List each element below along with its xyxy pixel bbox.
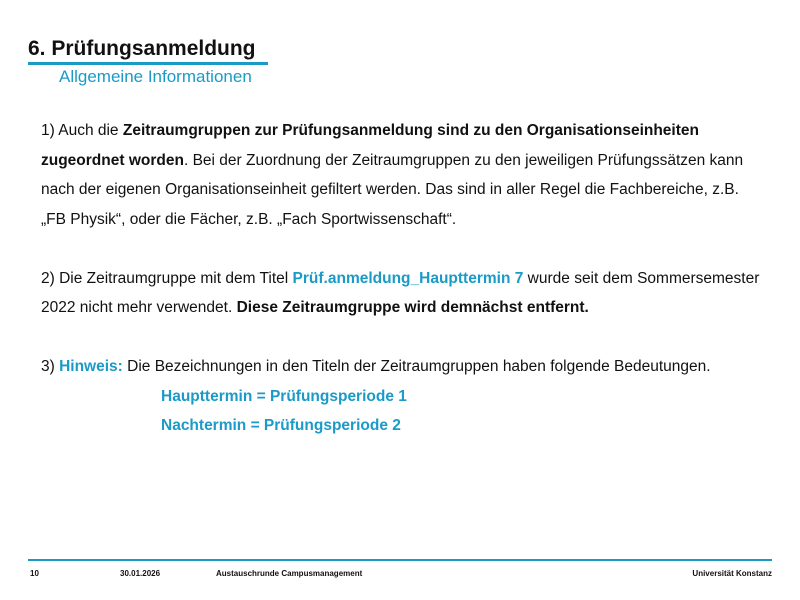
spacer bbox=[41, 323, 761, 353]
slide-body bbox=[41, 116, 761, 441]
footer-divider bbox=[28, 559, 772, 561]
definition-nachtermin: Nachtermin = Prüfungsperiode 2 bbox=[161, 417, 401, 434]
point-1-prefix: 1) Auch die bbox=[41, 122, 123, 139]
point-3-label: Hinweis: bbox=[59, 358, 123, 375]
definition-haupttermin: Haupttermin = Prüfungsperiode 1 bbox=[161, 387, 407, 405]
footer-page-number: 10 bbox=[30, 569, 39, 578]
footer-organization: Universität Konstanz bbox=[692, 569, 772, 578]
point-1-bold: Zeitraumgruppen zur Prüfungsanmeldung sind zu den Organisationseinheiten zugeordnet worden bbox=[41, 122, 699, 169]
slide-title: 6. Prüfungsanmeldung bbox=[28, 37, 256, 60]
spacer bbox=[41, 234, 761, 264]
footer-date: 30.01.2026 bbox=[120, 569, 161, 578]
point-3-prefix: 3) bbox=[41, 358, 60, 375]
point-3-rest: Die Bezeichnungen in den Titeln der Zeitraumgruppen haben folgende Bedeutungen. bbox=[122, 358, 711, 375]
point-1-rest: . Bei der Zuordnung der Zeitraumgruppen zu den jeweiligen Prüfungssätzen kann nach der eigenen Organisationseinheit gefiltert werden. Das sind in aller Regel die Fachbereiche, z.B. „FB Physik“, oder die Fächer, z.B. „Fach Sportwissenschaft“. bbox=[41, 151, 744, 228]
point-1 bbox=[41, 116, 761, 234]
title-underline bbox=[28, 62, 268, 65]
footer-event: Austauschrunde Campusmanagement bbox=[216, 569, 363, 578]
point-2-middle: wurde seit dem Sommersemester 2022 nicht mehr verwendet. bbox=[41, 269, 760, 316]
point-2-bold: Diese Zeitraumgruppe wird demnächst entfernt. bbox=[236, 299, 589, 316]
point-3 bbox=[41, 352, 761, 382]
point-2-prefix: 2) Die Zeitraumgruppe mit dem Titel bbox=[41, 269, 293, 287]
slide-subtitle: Allgemeine Informationen bbox=[59, 67, 252, 86]
point-2-highlight: Prüf.anmeldung_Haupttermin 7 bbox=[292, 269, 524, 287]
point-2 bbox=[41, 264, 761, 323]
